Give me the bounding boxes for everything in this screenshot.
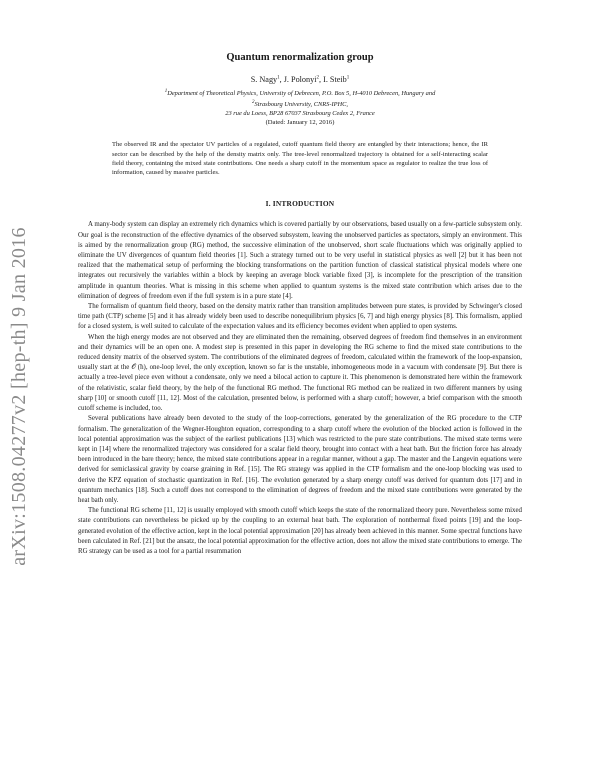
author-affiliation-mark: 1 [277, 75, 280, 81]
section-heading: I. INTRODUCTION [265, 199, 335, 209]
author-name: I. Steib [323, 75, 347, 84]
author-affiliation-mark: 1 [346, 75, 350, 81]
affiliation-3: 23 rue du Loess, BP28 67037 Strasbourg Cedex 2, France [225, 110, 375, 118]
paper-page [78, 52, 522, 557]
body-text [78, 220, 522, 557]
paragraph: The functional RG scheme [11, 12] is usually employed with smooth cutoff which keeps the state of the renormalized theory pure. Nevertheless some mixed state contributions can nevertheless be picked up by the coupling to an external heat bath. The exploration of nonthermal fixed points [19] and the loop-generated evolution of the effective action, kept in the local potential approximation [20] has already been achieved in this manner. Some spectral functions have been calculated in Ref. [21] but the ansatz, the local potential approximation for the effective action, does not allow the mixed state contributions to emerge. The RG strategy can be used as a tool for a partial resummation [78, 507, 522, 555]
date-line: (Dated: January 12, 2016) [265, 119, 335, 127]
paragraph: Several publications have already been devoted to the study of the loop-corrections, generated by the generalization of the RG procedure to the CTP formalism. The generalization of the Wegner-Houghton equation, corresponding to a sharp cutoff where the evolution of the blocked action is followed in the local potential approximation was the subject of the earliest publications [13] which was restricted to the pure state contributions. The mixed state terms were kept in [14] where the renormalized trajectory was considered for a scalar field theory, brought into contact with a heat bath. But the friction force has already been introduced in the bare theory; hence, the mixed state contributions appear in a regular manner, without a gap. The master and the Langevin equations were derived for semiclassical gravity by coarse graining in Ref. [15]. The RG strategy was applied in the CTP formalism and the one-loop blocking was used to derive the KPZ equation of stochastic quantization in Ref. [16]. The evolution generated by a sharp energy cutoff was derived for quantum dots [17] and in quantum mechanics [18]. Such a cutoff does not correspond to the elimination of degrees of freedom and the mixed state contributions were generated by the heat bath only. [78, 415, 522, 504]
affiliation-2: $^2$Strasbourg University, CNRS-IPHC, [252, 100, 348, 109]
arxiv-identifier-text: arXiv:1508.04277v2 [hep-th] 9 Jan 2016 [7, 226, 30, 566]
arxiv-identifier [4, 196, 34, 596]
paragraph: When the high energy modes are not observed and they are eliminated then the remaining, observed degrees of freedom find themselves in an environment and their dynamics will be an open one. A modest step is presented in this paper in developing the RG scheme to find the mixed state contributions to the reduced density matrix of the observed system. The contributions of the eliminated degrees of freedom, calculated within the framework of the loop-expansion, usually start at the 𝒪 (ħ), one-loop level, the only exception, known so far is the unstable, inhomogeneous mode in a vacuum with condensate [9]. But there is actually a tree-level piece even without a condensate, only we need a bilocal action to capture it. This phenomenon is demonstrated here within the framework of the relativistic, scalar field theory, by the help of the functional RG method. The functional RG method can be realized in two different manners by using sharp [10] or smooth cutoff [11, 12]. Most of the calculation, presented below, is performed with a sharp cutoff; however, a brief comparison with the smooth cutoff scheme is included, too. [78, 333, 522, 413]
affiliation-1: $^1$Department of Theoretical Physics, University of Debrecen, P.O. Box 5, H-4010 Debrecen, Hungary and [164, 89, 436, 98]
author-list: S. Nagy$^1$, J. Polonyi$^2$, I. Steib$^1$ [250, 75, 350, 84]
paragraph: The formalism of quantum field theory, based on the density matrix rather than transition amplitudes between pure states, is provided by Schwinger's closed time path (CTP) scheme [5] and it has already widely been used to describe nonequilibrium physics [6, 7] and high energy physics [8]. This formalism, applied for a closed system, is well suited to calculate of the expectation values and its efficiency becomes evident when applied to open systems. [78, 303, 522, 331]
author-name: J. Polonyi [283, 75, 317, 84]
paper-title: Quantum renormalization group [226, 52, 374, 63]
abstract: The observed IR and the spectator UV particles of a regulated, cutoff quantum field theory are entangled by their interactions; hence, the IR sector can be described by the help of the density matrix only. The tree-level renormalized trajectory is obtained for a self-interacting scalar field theory, containing the mixed state contributions. One needs a sharp cutoff in the momentum space as regulator to realize the true loss of information, caused by massive particles. [112, 141, 488, 177]
author-name: S. Nagy [250, 75, 278, 84]
author-affiliation-mark: 2 [316, 75, 319, 81]
paragraph: A many-body system can display an extremely rich dynamics which is covered partially by our observations, based usually on a few-particle subsystem only. Our goal is the reconstruction of the effective dynamics of the observed subsystem, leaving the unobserved particles as spectators, simply an environment. This is aimed by the renormalization group (RG) method, the successive elimination of the unobserved, short scale fluctuations which was originally applied to eliminate the UV divergences of quantum field theories [1]. Such a strategy turned out to be very useful in statistical physics as well [2] but it has been not realized that the mathematical setup of performing the blocking transformations on the partition function of classical statistical physical models where one integrates out recursively the variables within a block by keeping an average block variable fixed [3], is incomplete for the prescription of the transition amplitude in quantum theories. What is missing in this scheme when applied to quantum systems is the mixed state contribution which arises due to the elimination of degrees of freedom even if the full system is in a pure state [4]. [78, 221, 522, 300]
